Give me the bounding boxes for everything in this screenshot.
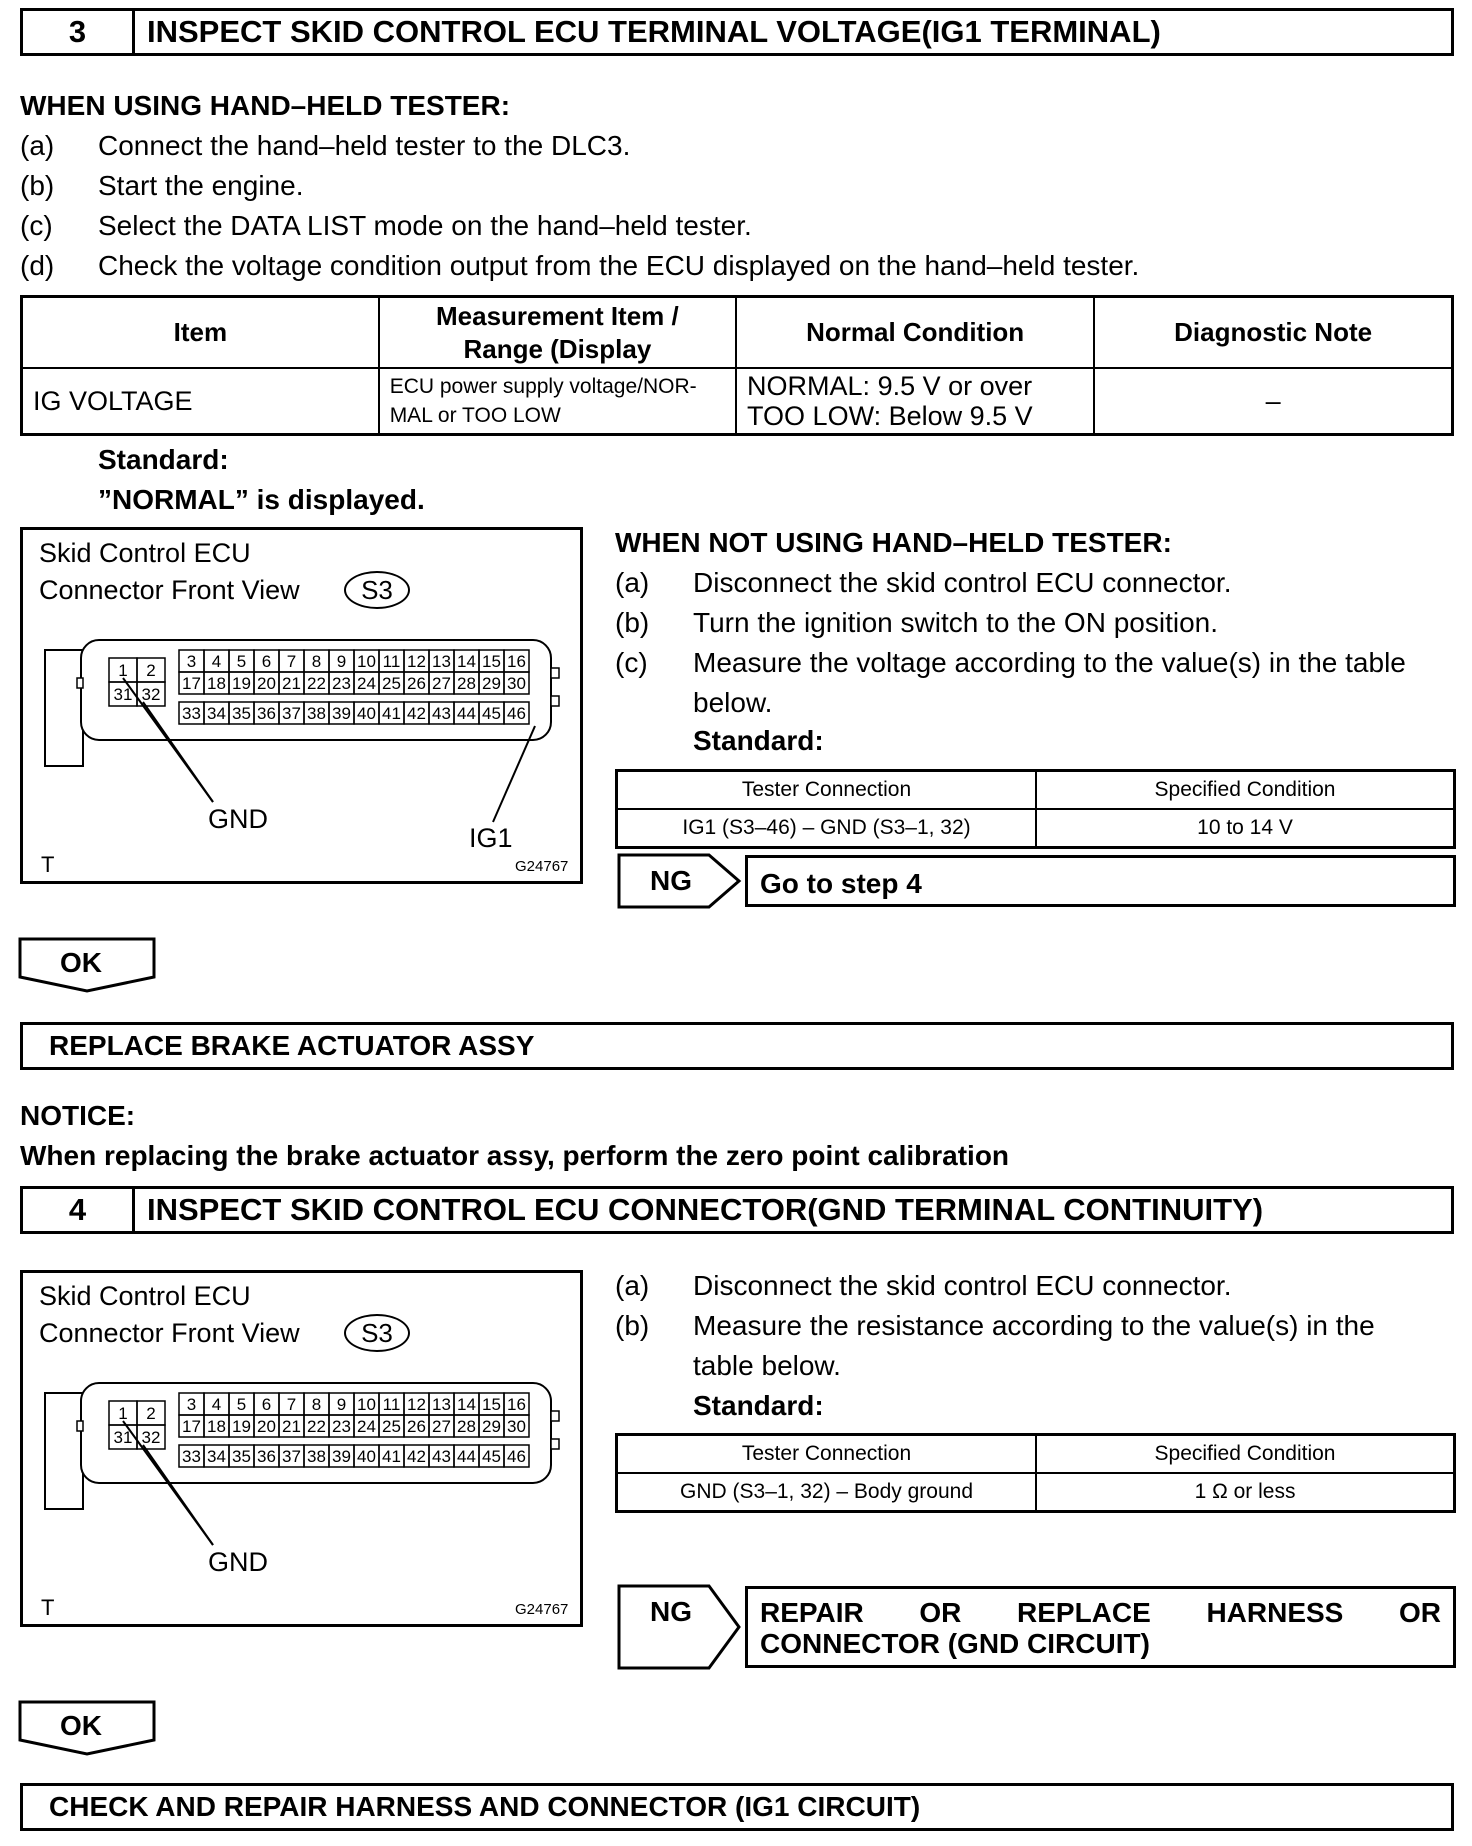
spec-table xyxy=(615,769,1456,849)
spec-cell-condition: 10 to 14 V xyxy=(1036,809,1454,848)
pin-label: 30 xyxy=(507,1417,526,1436)
pin-label: 33 xyxy=(182,704,201,723)
connector-id-badge: S3 xyxy=(344,1314,410,1352)
step-label: (c) xyxy=(615,647,648,678)
pin-label: 32 xyxy=(141,1428,161,1447)
standard2-label: Standard: xyxy=(693,725,824,756)
pin-label: 6 xyxy=(261,652,272,671)
ng-word: OR xyxy=(919,1597,962,1628)
pin-label: 20 xyxy=(257,1417,276,1436)
pin-label: 43 xyxy=(432,1447,451,1466)
figure-title-line2: Connector Front View xyxy=(39,575,300,605)
cell-range-line2: MAL or TOO LOW xyxy=(389,404,561,427)
pin-label: 15 xyxy=(482,652,501,671)
pin-label: 44 xyxy=(457,1447,476,1466)
ng-label: NG xyxy=(650,1596,692,1627)
notice-label: NOTICE: xyxy=(20,1100,136,1131)
pin-label: 11 xyxy=(382,1395,401,1414)
pin-label: 24 xyxy=(357,1417,376,1436)
ng-word: REPLACE xyxy=(1017,1597,1151,1628)
figure-code: G24767 xyxy=(515,1601,569,1618)
pin-label: 35 xyxy=(232,704,251,723)
step-text: Measure the voltage according to the value(s) in the table xyxy=(693,647,1406,678)
pin-label: 13 xyxy=(432,1395,451,1414)
cell-normal-line1: NORMAL: 9.5 V or over xyxy=(747,371,1033,401)
step-text: Connect the hand–held tester to the DLC3. xyxy=(98,130,631,161)
ok-label: OK xyxy=(60,1710,102,1741)
step-text: below. xyxy=(693,687,773,718)
pin-label: 18 xyxy=(207,674,226,693)
pin-label: 37 xyxy=(282,1447,301,1466)
ng-word: HARNESS xyxy=(1206,1597,1344,1628)
step-label: (d) xyxy=(20,250,55,281)
pin-label: 1 xyxy=(118,661,128,680)
cell-normal-line2: TOO LOW: Below 9.5 V xyxy=(747,401,1033,431)
step-label: (b) xyxy=(615,1310,650,1341)
connector-figure xyxy=(20,527,583,884)
cell-item: IG VOLTAGE xyxy=(22,368,379,435)
pin-label: 17 xyxy=(182,674,201,693)
pin-label: 38 xyxy=(307,704,326,723)
pin-label: 42 xyxy=(407,1447,426,1466)
spec-cell-condition: 1 Ω or less xyxy=(1036,1473,1454,1512)
ng-word: REPAIR xyxy=(760,1597,864,1628)
step-label: (a) xyxy=(615,1270,650,1301)
spec-header-connection: Tester Connection xyxy=(617,1435,1037,1474)
corner-mark: T xyxy=(41,1595,55,1620)
pin-label: 39 xyxy=(332,1447,351,1466)
figure-title-line1: Skid Control ECU xyxy=(39,538,251,568)
step-4-header xyxy=(20,1186,1454,1234)
step-label: (a) xyxy=(20,130,55,161)
pin-label: 2 xyxy=(146,661,156,680)
pin-label: 16 xyxy=(507,1395,526,1414)
ng-word: OR xyxy=(1399,1597,1441,1628)
pin-label: 19 xyxy=(232,674,251,693)
pin-label: 24 xyxy=(357,674,376,693)
tester-heading: WHEN USING HAND–HELD TESTER: xyxy=(20,90,511,121)
step-label: (b) xyxy=(20,170,55,201)
ng-label: NG xyxy=(650,865,692,896)
pin-label: 35 xyxy=(232,1447,251,1466)
pin-label: 10 xyxy=(357,1395,376,1414)
pin-label: 46 xyxy=(507,1447,526,1466)
cell-normal xyxy=(736,368,1094,435)
pin-label: 37 xyxy=(282,704,301,723)
step-3-header xyxy=(20,8,1454,56)
pin-label: 28 xyxy=(457,674,476,693)
header-diagnostic: Diagnostic Note xyxy=(1094,297,1452,369)
pin-label: 29 xyxy=(482,674,501,693)
spec-header-row xyxy=(617,771,1455,810)
spec-header-row xyxy=(617,1435,1455,1474)
pin-label: 22 xyxy=(307,1417,326,1436)
step-text: Check the voltage condition output from the ECU displayed on the hand–held tester. xyxy=(98,250,1140,281)
pin-label: 45 xyxy=(482,1447,501,1466)
standard-label: Standard: xyxy=(693,1390,824,1421)
step-number: 4 xyxy=(23,1189,135,1231)
gnd-label: GND xyxy=(208,804,268,834)
result-replace-brake-actuator xyxy=(20,1022,1454,1070)
connector-figure-2 xyxy=(20,1270,583,1627)
header-measurement-line1: Measurement Item / xyxy=(435,300,679,331)
header-measurement xyxy=(379,297,736,369)
pin-label: 12 xyxy=(407,1395,426,1414)
pin-label: 4 xyxy=(211,1395,222,1414)
step-text: table below. xyxy=(693,1350,841,1381)
pin-label: 31 xyxy=(113,1428,133,1447)
pin-label: 21 xyxy=(282,1417,301,1436)
ig1-label: IG1 xyxy=(469,823,513,853)
step-label: (b) xyxy=(615,607,650,638)
data-list-table xyxy=(20,295,1454,436)
spec-header-condition: Specified Condition xyxy=(1036,771,1454,810)
pin-label: 8 xyxy=(311,652,322,671)
step-label: (c) xyxy=(20,210,53,241)
pin-label: 28 xyxy=(457,1417,476,1436)
pin-label: 29 xyxy=(482,1417,501,1436)
pin-label: 7 xyxy=(286,652,297,671)
step-text: Select the DATA LIST mode on the hand–held tester. xyxy=(98,210,752,241)
pin-label: 40 xyxy=(357,704,376,723)
figure-title-line2: Connector Front View xyxy=(39,1318,300,1348)
corner-mark: T xyxy=(41,852,55,877)
pin-label: 23 xyxy=(332,674,351,693)
step-text: Disconnect the skid control ECU connector. xyxy=(693,567,1232,598)
pin-label: 16 xyxy=(507,652,526,671)
step-text: Disconnect the skid control ECU connector. xyxy=(693,1270,1232,1301)
pin-label: 39 xyxy=(332,704,351,723)
pin-label: 14 xyxy=(457,652,476,671)
pin-label: 15 xyxy=(482,1395,501,1414)
standard-value: ”NORMAL” is displayed. xyxy=(98,484,425,515)
spec-cell-connection: GND (S3–1, 32) – Body ground xyxy=(617,1473,1037,1512)
pin-label: 3 xyxy=(186,1395,197,1414)
pin-label: 34 xyxy=(207,704,226,723)
pin-label: 27 xyxy=(432,1417,451,1436)
pin-label: 44 xyxy=(457,704,476,723)
table-row xyxy=(617,809,1455,848)
pin-label: 13 xyxy=(432,652,451,671)
pin-label: 6 xyxy=(261,1395,272,1414)
result-check-repair-harness xyxy=(20,1783,1454,1831)
ok-label: OK xyxy=(60,947,102,978)
cell-range xyxy=(379,368,736,435)
figure-code: G24767 xyxy=(515,858,569,875)
pin-label: 9 xyxy=(336,1395,347,1414)
pin-label: 23 xyxy=(332,1417,351,1436)
pin-label: 32 xyxy=(141,685,161,704)
pin-label: 42 xyxy=(407,704,426,723)
pin-label: 43 xyxy=(432,704,451,723)
pin-label: 38 xyxy=(307,1447,326,1466)
step-label: (a) xyxy=(615,567,650,598)
pin-label: 7 xyxy=(286,1395,297,1414)
pin-label: 8 xyxy=(311,1395,322,1414)
pin-label: 9 xyxy=(336,652,347,671)
step-text: Turn the ignition switch to the ON position. xyxy=(693,607,1218,638)
ng-text-line2: CONNECTOR (GND CIRCUIT) xyxy=(760,1628,1150,1659)
cell-note: – xyxy=(1094,368,1452,435)
pin-label: 12 xyxy=(407,652,426,671)
step-title: INSPECT SKID CONTROL ECU CONNECTOR(GND TERMINAL CONTINUITY) xyxy=(147,1192,1264,1227)
pin-label: 41 xyxy=(382,1447,401,1466)
ng-result-box xyxy=(745,855,1456,907)
cell-range-line1: ECU power supply voltage/NOR- xyxy=(389,375,697,398)
step-title: INSPECT SKID CONTROL ECU TERMINAL VOLTAGE(IG1 TERMINAL) xyxy=(147,14,1161,49)
step-text: Measure the resistance according to the value(s) in the xyxy=(693,1310,1375,1341)
spec-header-condition: Specified Condition xyxy=(1036,1435,1454,1474)
pin-label: 14 xyxy=(457,1395,476,1414)
pin-label: 3 xyxy=(186,652,197,671)
spec-cell-connection: IG1 (S3–46) – GND (S3–1, 32) xyxy=(617,809,1037,848)
pin-label: 4 xyxy=(211,652,222,671)
pin-label: 5 xyxy=(236,652,247,671)
pin-label: 19 xyxy=(232,1417,251,1436)
notice-text: When replacing the brake actuator assy, perform the zero point calibration xyxy=(20,1140,1010,1171)
pin-label: 30 xyxy=(507,674,526,693)
gnd-leader-lines xyxy=(23,1273,583,1630)
ng-text: Go to step 4 xyxy=(760,868,922,899)
pin-label: 45 xyxy=(482,704,501,723)
pin-label: 17 xyxy=(182,1417,201,1436)
pin-label: 20 xyxy=(257,674,276,693)
ng-text-line1 xyxy=(760,1597,1441,1629)
pin-label: 22 xyxy=(307,674,326,693)
pin-label: 25 xyxy=(382,1417,401,1436)
header-item: Item xyxy=(22,297,379,369)
pin-label: 34 xyxy=(207,1447,226,1466)
pin-label: 46 xyxy=(507,704,526,723)
ng-result-box xyxy=(745,1586,1456,1668)
no-tester-heading: WHEN NOT USING HAND–HELD TESTER: xyxy=(615,527,1172,558)
connector-id-badge: S3 xyxy=(344,571,410,609)
pin-label: 36 xyxy=(257,704,276,723)
pin-label: 11 xyxy=(382,652,401,671)
spec-header-connection: Tester Connection xyxy=(617,771,1037,810)
pin-label: 25 xyxy=(382,674,401,693)
result-text: CHECK AND REPAIR HARNESS AND CONNECTOR (IG1 CIRCUIT) xyxy=(49,1791,921,1822)
pin-label: 1 xyxy=(118,1404,128,1423)
spec-table-2 xyxy=(615,1433,1456,1513)
pin-label: 31 xyxy=(113,685,133,704)
pin-label: 21 xyxy=(282,674,301,693)
result-text: REPLACE BRAKE ACTUATOR ASSY xyxy=(49,1030,535,1061)
standard-label: Standard: xyxy=(98,444,229,475)
pin-label: 33 xyxy=(182,1447,201,1466)
pin-label: 10 xyxy=(357,652,376,671)
header-measurement-line2: Range (Display xyxy=(463,333,652,364)
pin-label: 2 xyxy=(146,1404,156,1423)
pin-label: 26 xyxy=(407,674,426,693)
table-row xyxy=(22,368,1453,435)
gnd-label: GND xyxy=(208,1547,268,1577)
pin-label: 5 xyxy=(236,1395,247,1414)
figure-title-line1: Skid Control ECU xyxy=(39,1281,251,1311)
header-normal: Normal Condition xyxy=(736,297,1094,369)
step-number: 3 xyxy=(23,11,135,53)
pin-label: 36 xyxy=(257,1447,276,1466)
step-text: Start the engine. xyxy=(98,170,304,201)
pin-label: 41 xyxy=(382,704,401,723)
pin-label: 40 xyxy=(357,1447,376,1466)
table-header-row xyxy=(22,297,1453,369)
pin-label: 18 xyxy=(207,1417,226,1436)
table-row xyxy=(617,1473,1455,1512)
pin-label: 27 xyxy=(432,674,451,693)
pin-label: 26 xyxy=(407,1417,426,1436)
